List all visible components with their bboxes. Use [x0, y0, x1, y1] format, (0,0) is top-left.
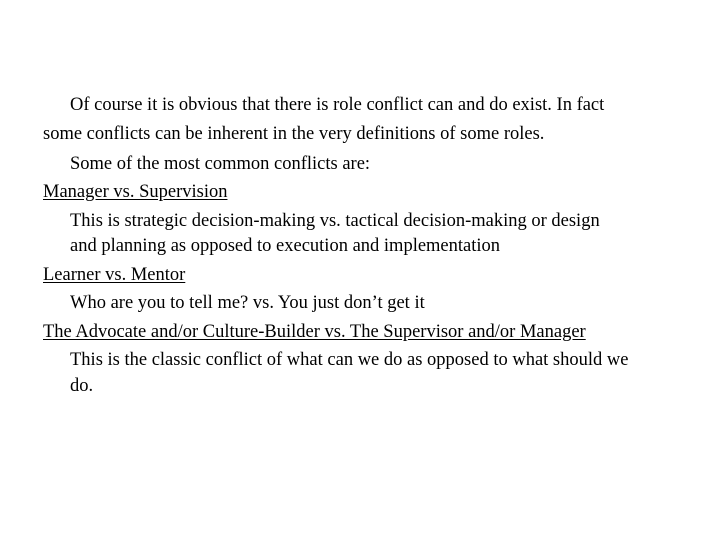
conflict-desc-manager-line-2: and planning as opposed to execution and implementation — [70, 236, 501, 256]
intro-line-1: Of course it is obvious that there is role conflict can and do exist. In fact — [70, 95, 605, 115]
intro-line-3: Some of the most common conflicts are: — [70, 154, 371, 174]
conflict-title-advocate-supervisor: The Advocate and/or Culture-Builder vs. The Supervisor and/or Manager — [43, 322, 586, 342]
conflict-desc-advocate-line-2: do. — [70, 376, 94, 396]
conflict-desc-learner-line-1: Who are you to tell me? vs. You just don’t get it — [70, 293, 425, 313]
conflict-title-learner-mentor: Learner vs. Mentor — [43, 265, 186, 285]
intro-line-2: some conflicts can be inherent in the very definitions of some roles. — [43, 124, 545, 144]
conflict-title-manager-supervision: Manager vs. Supervision — [43, 182, 228, 202]
conflict-desc-advocate-line-1: This is the classic conflict of what can we do as opposed to what should we — [70, 350, 629, 370]
conflict-desc-manager-line-1: This is strategic decision-making vs. tactical decision-making or design — [70, 211, 600, 231]
